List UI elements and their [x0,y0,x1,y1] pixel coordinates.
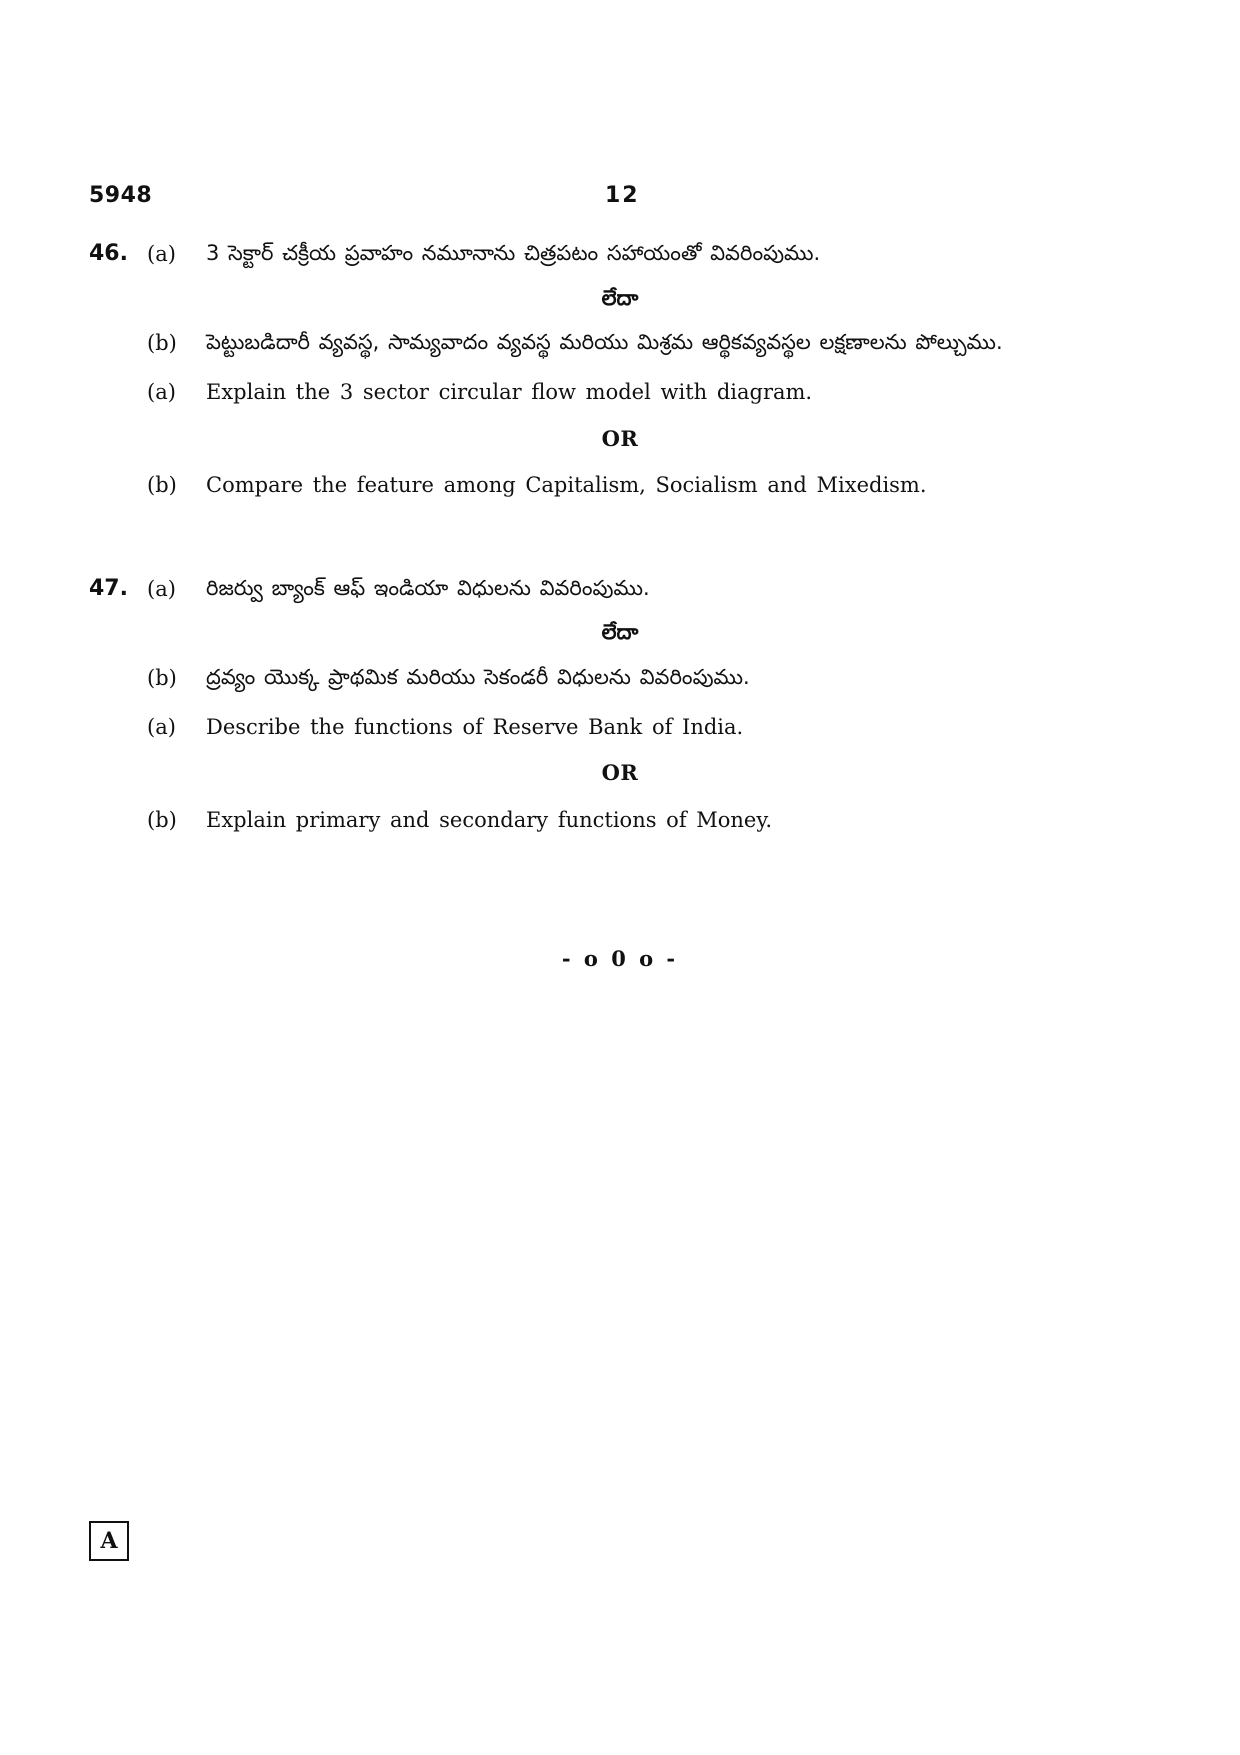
question-text: ద్రవ్యం యొక్క ప్రాథమిక మరియు సెకండరీ విధులను వివరింపుము. [206,665,750,689]
option-label: (b) [147,666,177,690]
paper-code: 5948 [89,183,153,208]
question-text: 3 సెక్టార్ చక్రీయ ప్రవాహం నమూనాను చిత్రపటం సహాయంతో వివరింపుము. [206,241,821,265]
question-number: 47. [89,576,128,601]
option-label: (a) [147,380,176,404]
question-text: Describe the functions of Reserve Bank of India. [206,715,744,739]
question-text: Explain the 3 sector circular flow model with diagram. [206,380,813,404]
question-text: Explain primary and secondary functions of Money. [206,808,773,832]
page-number: 12 [605,183,640,208]
question-set-box: A [89,1521,129,1561]
end-of-paper-mark: - o 0 o - [561,946,679,971]
question-text: Compare the feature among Capitalism, Socialism and Mixedism. [206,473,927,497]
option-label: (a) [147,242,176,266]
or-separator: OR [601,426,639,451]
question-text: పెట్టుబడిదారీ వ్యవస్థ, సామ్యవాదం వ్యవస్థ మరియు మిశ్రమ ఆర్థికవ్యవస్థల లక్షణాలను పోల్చుము. [206,330,1003,354]
or-separator: లేదా [601,620,639,644]
or-separator: OR [601,760,639,785]
option-label: (b) [147,808,177,832]
option-label: (a) [147,715,176,739]
or-separator: లేదా [601,286,639,310]
option-label: (b) [147,473,177,497]
option-label: (a) [147,577,176,601]
question-text: రిజర్వు బ్యాంక్ ఆఫ్ ఇండియా విధులను వివరింపుము. [206,576,650,600]
question-number: 46. [89,241,128,266]
option-label: (b) [147,331,177,355]
